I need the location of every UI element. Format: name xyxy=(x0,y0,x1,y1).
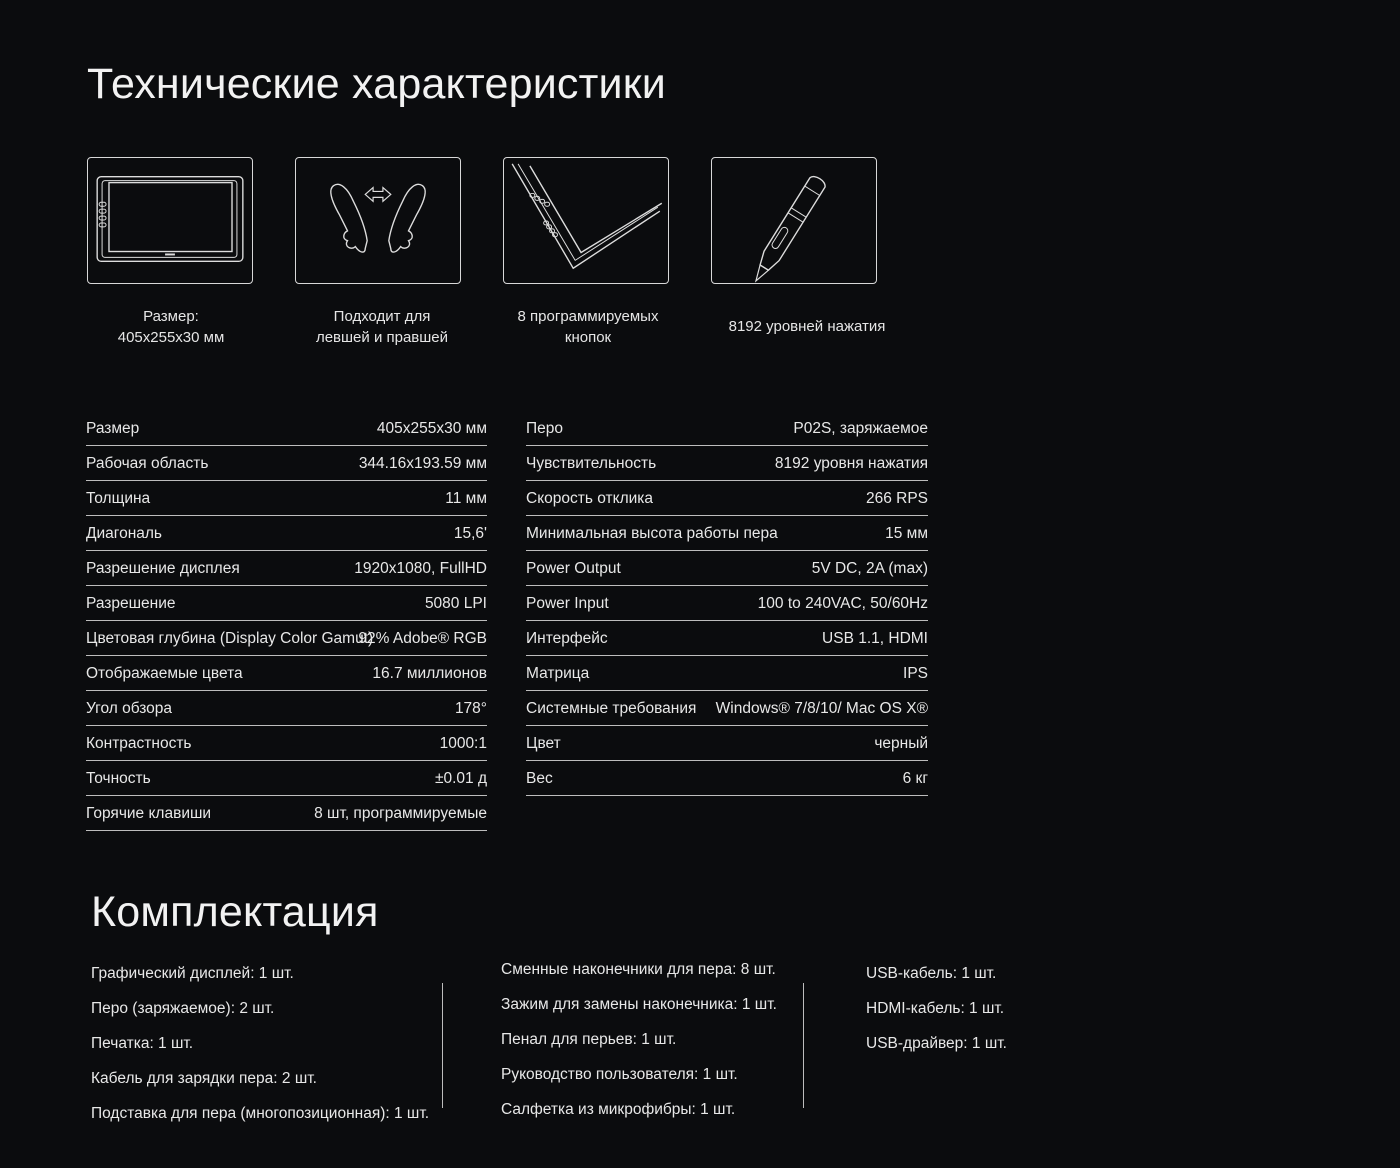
spec-row xyxy=(86,726,487,761)
spec-label: Горячие клавиши xyxy=(86,805,212,822)
spec-value: 5080 LPI xyxy=(424,595,487,612)
specs-title: Технические характеристики xyxy=(87,60,666,108)
spec-value: 344.16x193.59 мм xyxy=(358,455,487,472)
spec-row xyxy=(86,516,487,551)
kit-title: Комплектация xyxy=(91,888,379,936)
spec-label: Размер xyxy=(86,420,140,437)
spec-value: 92% Adobe® RGB xyxy=(358,630,487,647)
feature-card-size xyxy=(87,157,253,284)
spec-value: 1000:1 xyxy=(439,735,487,752)
kit-divider-1 xyxy=(442,983,443,1108)
spec-row xyxy=(86,551,487,586)
spec-label: Минимальная высота работы пера xyxy=(526,525,778,542)
spec-label: Точность xyxy=(86,770,151,787)
spec-value: 405x255x30 мм xyxy=(376,420,487,437)
spec-label: Толщина xyxy=(86,490,151,507)
spec-value: 266 RPS xyxy=(865,490,928,507)
spec-value: 100 to 240VAC, 50/60Hz xyxy=(757,595,928,612)
kit-item: USB-драйвер: 1 шт. xyxy=(866,1035,1007,1052)
spec-row xyxy=(526,656,928,691)
tablet-display-icon xyxy=(88,158,252,283)
left-right-pen-icon xyxy=(296,158,460,283)
kit-item: HDMI-кабель: 1 шт. xyxy=(866,1000,1005,1017)
feature-card-keys xyxy=(503,157,669,284)
kit-item: USB-кабель: 1 шт. xyxy=(866,965,997,982)
spec-label: Чувствительность xyxy=(526,455,657,472)
kit-item: Перо (заряжаемое): 2 шт. xyxy=(91,1000,275,1017)
spec-label: Матрица xyxy=(526,665,590,682)
spec-row xyxy=(86,621,487,656)
spec-row xyxy=(86,656,487,691)
spec-label: Системные требования xyxy=(526,700,697,717)
spec-label: Диагональ xyxy=(86,525,163,542)
express-keys-icon xyxy=(504,158,668,283)
kit-item: Подставка для пера (многопозиционная): 1 шт. xyxy=(91,1105,430,1122)
spec-row xyxy=(526,726,928,761)
spec-value: 178° xyxy=(454,700,487,717)
spec-value: 16.7 миллионов xyxy=(372,665,487,682)
spec-row xyxy=(86,411,487,446)
kit-item: Сменные наконечники для пера: 8 шт. xyxy=(501,961,776,978)
spec-value: 8192 уровня нажатия xyxy=(774,455,928,472)
spec-value: P02S, заряжаемое xyxy=(793,420,928,437)
spec-value: 15 мм xyxy=(885,525,928,542)
kit-item: Зажим для замены наконечника: 1 шт. xyxy=(501,996,777,1013)
spec-label: Цвет xyxy=(526,735,561,752)
spec-label: Разрешение xyxy=(86,595,176,612)
spec-value: 11 мм xyxy=(445,490,487,507)
kit-item: Салфетка из микрофибры: 1 шт. xyxy=(501,1101,736,1118)
spec-row xyxy=(86,761,487,796)
spec-label: Интерфейс xyxy=(526,630,608,647)
spec-value: 8 шт, программируемые xyxy=(314,805,487,822)
spec-label: Рабочая область xyxy=(86,455,209,472)
spec-label: Угол обзора xyxy=(86,700,173,717)
spec-label: Разрешение дисплея xyxy=(86,560,240,577)
spec-row xyxy=(526,621,928,656)
spec-row xyxy=(526,551,928,586)
spec-value: USB 1.1, HDMI xyxy=(822,630,928,647)
spec-row xyxy=(526,761,928,796)
spec-value: 15,6' xyxy=(453,525,487,542)
kit-item: Пенал для перьев: 1 шт. xyxy=(501,1031,677,1048)
spec-row xyxy=(86,446,487,481)
spec-label: Контрастность xyxy=(86,735,192,752)
spec-row xyxy=(86,796,487,831)
stylus-pen-icon xyxy=(712,158,876,283)
spec-value: ±0.01 д xyxy=(434,770,487,787)
kit-item: Графический дисплей: 1 шт. xyxy=(91,965,294,982)
kit-item: Кабель для зарядки пера: 2 шт. xyxy=(91,1070,317,1087)
feature-card-pen xyxy=(711,157,877,284)
spec-row xyxy=(86,481,487,516)
spec-label: Вес xyxy=(526,770,553,787)
kit-divider-2 xyxy=(803,983,804,1108)
spec-row xyxy=(86,586,487,621)
spec-value: черный xyxy=(874,735,928,752)
feature-caption-hands: Подходит для левшей и правшей xyxy=(315,308,449,346)
spec-label: Power Input xyxy=(526,595,609,612)
feature-caption-size: Размер: 405x255x30 мм xyxy=(117,308,225,346)
spec-row xyxy=(526,586,928,621)
feature-caption-pen: 8192 уровней нажатия xyxy=(728,318,886,335)
spec-value: Windows® 7/8/10/ Mac OS X® xyxy=(715,700,928,717)
spec-row xyxy=(86,691,487,726)
spec-value: 6 кг xyxy=(902,770,928,787)
spec-value: 1920x1080, FullHD xyxy=(354,560,487,577)
spec-label: Отображаемые цвета xyxy=(86,665,243,682)
spec-row xyxy=(526,411,928,446)
spec-value: 5V DC, 2A (max) xyxy=(811,560,928,577)
feature-card-hands xyxy=(295,157,461,284)
feature-caption-keys: 8 программируемых кнопок xyxy=(517,308,659,346)
spec-row xyxy=(526,516,928,551)
spec-value: IPS xyxy=(903,665,928,682)
spec-row xyxy=(526,691,928,726)
spec-row xyxy=(526,481,928,516)
spec-row xyxy=(526,446,928,481)
spec-label: Power Output xyxy=(526,560,621,577)
spec-label: Перо xyxy=(526,420,564,437)
spec-label: Скорость отклика xyxy=(526,490,654,507)
kit-item: Печатка: 1 шт. xyxy=(91,1035,194,1052)
spec-label: Цветовая глубина (Display Color Gamut) xyxy=(86,630,374,647)
kit-item: Руководство пользователя: 1 шт. xyxy=(501,1066,738,1083)
